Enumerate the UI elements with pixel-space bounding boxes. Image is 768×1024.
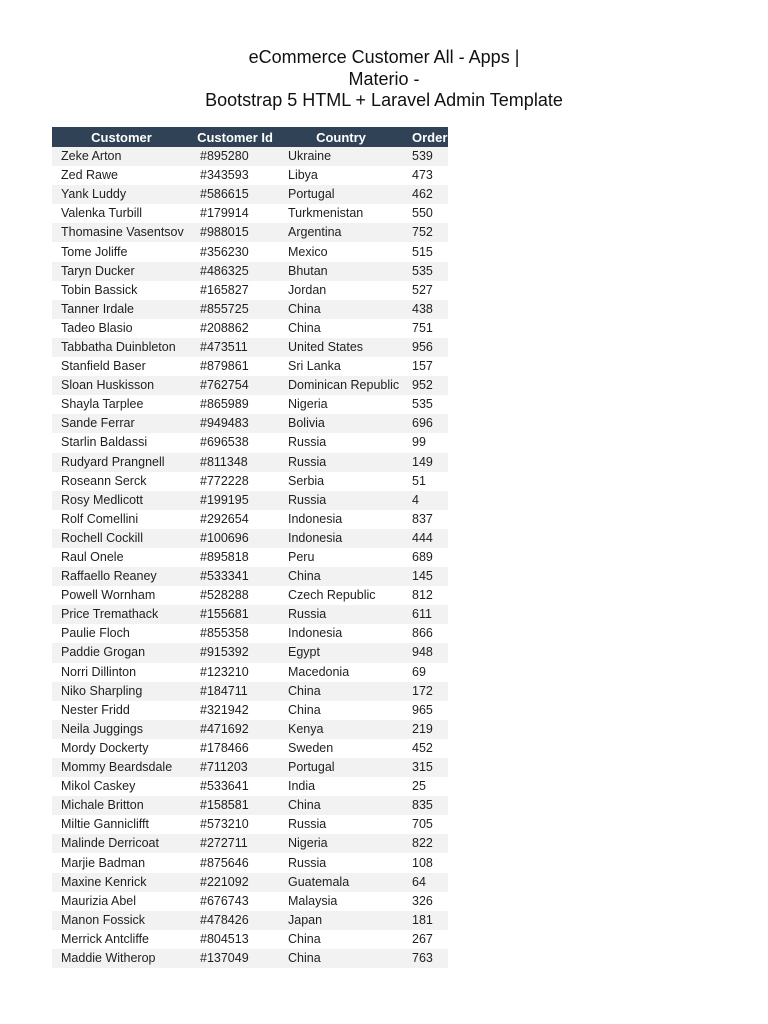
cell-order: 172 [403, 682, 448, 701]
customer-table-container [52, 127, 448, 968]
title-line-2: Materio - [348, 68, 420, 89]
cell-order: 473 [403, 166, 448, 185]
cell-customer-id: #165827 [191, 281, 279, 300]
cell-order: 611 [403, 605, 448, 624]
table-row [52, 548, 448, 567]
table-row [52, 815, 448, 834]
cell-customer-id: #471692 [191, 720, 279, 739]
cell-customer: Mommy Beardsdale [52, 758, 191, 777]
cell-customer-id: #292654 [191, 510, 279, 529]
cell-country: Malaysia [279, 892, 403, 911]
cell-customer-id: #473511 [191, 338, 279, 357]
cell-customer-id: #711203 [191, 758, 279, 777]
table-row [52, 873, 448, 892]
cell-customer-id: #478426 [191, 911, 279, 930]
cell-customer-id: #221092 [191, 873, 279, 892]
cell-customer-id: #155681 [191, 605, 279, 624]
cell-order: 535 [403, 395, 448, 414]
header-customer-id: Customer Id [191, 127, 279, 147]
cell-customer-id: #343593 [191, 166, 279, 185]
cell-country: United States [279, 338, 403, 357]
table-row [52, 376, 448, 395]
cell-order: 25 [403, 777, 448, 796]
cell-order: 315 [403, 758, 448, 777]
cell-customer: Niko Sharpling [52, 682, 191, 701]
cell-country: Indonesia [279, 529, 403, 548]
cell-customer: Sande Ferrar [52, 414, 191, 433]
cell-country: Mexico [279, 242, 403, 261]
table-row [52, 453, 448, 472]
cell-country: Japan [279, 911, 403, 930]
cell-order: 69 [403, 663, 448, 682]
cell-customer-id: #949483 [191, 414, 279, 433]
cell-customer: Thomasine Vasentsov [52, 223, 191, 242]
cell-order: 705 [403, 815, 448, 834]
table-row [52, 472, 448, 491]
cell-customer: Starlin Baldassi [52, 433, 191, 452]
cell-country: Russia [279, 815, 403, 834]
cell-customer: Mordy Dockerty [52, 739, 191, 758]
cell-customer-id: #356230 [191, 242, 279, 261]
cell-customer-id: #208862 [191, 319, 279, 338]
cell-order: 145 [403, 567, 448, 586]
cell-country: Russia [279, 433, 403, 452]
cell-customer-id: #486325 [191, 262, 279, 281]
cell-country: Portugal [279, 758, 403, 777]
cell-country: Jordan [279, 281, 403, 300]
table-row [52, 529, 448, 548]
cell-customer-id: #272711 [191, 834, 279, 853]
cell-customer: Michale Britton [52, 796, 191, 815]
cell-customer-id: #158581 [191, 796, 279, 815]
cell-country: Egypt [279, 643, 403, 662]
cell-customer: Paulie Floch [52, 624, 191, 643]
table-row [52, 319, 448, 338]
cell-country: China [279, 930, 403, 949]
cell-order: 219 [403, 720, 448, 739]
cell-country: Turkmenistan [279, 204, 403, 223]
cell-customer: Paddie Grogan [52, 643, 191, 662]
cell-customer-id: #573210 [191, 815, 279, 834]
cell-customer-id: #804513 [191, 930, 279, 949]
cell-order: 99 [403, 433, 448, 452]
cell-country: China [279, 949, 403, 968]
header-row [52, 127, 448, 147]
cell-order: 438 [403, 300, 448, 319]
table-row [52, 739, 448, 758]
cell-country: China [279, 319, 403, 338]
cell-order: 837 [403, 510, 448, 529]
cell-customer: Manon Fossick [52, 911, 191, 930]
table-row [52, 720, 448, 739]
cell-customer: Tanner Irdale [52, 300, 191, 319]
cell-country: Libya [279, 166, 403, 185]
cell-order: 539 [403, 147, 448, 166]
cell-customer-id: #772228 [191, 472, 279, 491]
table-row [52, 281, 448, 300]
cell-customer-id: #533641 [191, 777, 279, 796]
cell-order: 267 [403, 930, 448, 949]
cell-customer-id: #762754 [191, 376, 279, 395]
cell-customer: Taryn Ducker [52, 262, 191, 281]
cell-customer: Miltie Ganniclifft [52, 815, 191, 834]
cell-order: 149 [403, 453, 448, 472]
cell-country: China [279, 682, 403, 701]
cell-customer: Raffaello Reaney [52, 567, 191, 586]
cell-order: 822 [403, 834, 448, 853]
cell-order: 181 [403, 911, 448, 930]
cell-customer: Stanfield Baser [52, 357, 191, 376]
cell-customer: Marjie Badman [52, 853, 191, 872]
title-line-1: eCommerce Customer All - Apps | [248, 47, 520, 67]
cell-customer: Tome Joliffe [52, 242, 191, 261]
cell-customer-id: #915392 [191, 643, 279, 662]
table-row [52, 682, 448, 701]
cell-country: Portugal [279, 185, 403, 204]
cell-country: Indonesia [279, 510, 403, 529]
table-row [52, 300, 448, 319]
cell-order: 550 [403, 204, 448, 223]
cell-customer: Tabbatha Duinbleton [52, 338, 191, 357]
cell-customer: Maddie Witherop [52, 949, 191, 968]
cell-country: Russia [279, 453, 403, 472]
cell-order: 108 [403, 853, 448, 872]
cell-country: Russia [279, 605, 403, 624]
table-row [52, 414, 448, 433]
cell-order: 812 [403, 586, 448, 605]
cell-customer-id: #865989 [191, 395, 279, 414]
cell-country: Dominican Republic [279, 376, 403, 395]
cell-country: China [279, 796, 403, 815]
cell-order: 157 [403, 357, 448, 376]
cell-customer: Merrick Antcliffe [52, 930, 191, 949]
table-row [52, 433, 448, 452]
table-body [52, 147, 448, 968]
cell-customer-id: #879861 [191, 357, 279, 376]
cell-customer: Roseann Serck [52, 472, 191, 491]
table-row [52, 586, 448, 605]
table-row [52, 185, 448, 204]
cell-country: Sweden [279, 739, 403, 758]
cell-country: Nigeria [279, 395, 403, 414]
cell-customer: Nester Fridd [52, 701, 191, 720]
cell-customer: Maxine Kenrick [52, 873, 191, 892]
cell-customer-id: #533341 [191, 567, 279, 586]
table-header [52, 127, 448, 147]
cell-country: Bhutan [279, 262, 403, 281]
cell-customer: Malinde Derricoat [52, 834, 191, 853]
table-row [52, 242, 448, 261]
cell-order: 527 [403, 281, 448, 300]
title-line-3: Bootstrap 5 HTML + Laravel Admin Template [205, 90, 563, 110]
table-row [52, 834, 448, 853]
cell-customer-id: #199195 [191, 491, 279, 510]
cell-order: 452 [403, 739, 448, 758]
cell-order: 689 [403, 548, 448, 567]
cell-order: 948 [403, 643, 448, 662]
document-title [0, 47, 768, 112]
cell-customer: Raul Onele [52, 548, 191, 567]
cell-customer: Zed Rawe [52, 166, 191, 185]
cell-country: China [279, 300, 403, 319]
table-row [52, 147, 448, 166]
cell-country: Serbia [279, 472, 403, 491]
cell-customer: Zeke Arton [52, 147, 191, 166]
cell-country: China [279, 567, 403, 586]
cell-customer-id: #179914 [191, 204, 279, 223]
cell-customer-id: #100696 [191, 529, 279, 548]
cell-order: 444 [403, 529, 448, 548]
cell-customer-id: #178466 [191, 739, 279, 758]
table-row [52, 166, 448, 185]
table-row [52, 758, 448, 777]
cell-country: Nigeria [279, 834, 403, 853]
cell-order: 752 [403, 223, 448, 242]
table-row [52, 510, 448, 529]
cell-country: Ukraine [279, 147, 403, 166]
cell-order: 462 [403, 185, 448, 204]
cell-country: Macedonia [279, 663, 403, 682]
cell-customer: Neila Juggings [52, 720, 191, 739]
cell-customer: Norri Dillinton [52, 663, 191, 682]
header-country: Country [279, 127, 403, 147]
table-row [52, 663, 448, 682]
customer-table [52, 127, 448, 968]
cell-customer: Rosy Medlicott [52, 491, 191, 510]
cell-customer: Valenka Turbill [52, 204, 191, 223]
cell-customer-id: #855358 [191, 624, 279, 643]
cell-customer-id: #123210 [191, 663, 279, 682]
table-row [52, 643, 448, 662]
cell-customer: Powell Wornham [52, 586, 191, 605]
table-row [52, 892, 448, 911]
table-row [52, 796, 448, 815]
table-row [52, 853, 448, 872]
cell-customer: Mikol Caskey [52, 777, 191, 796]
cell-customer-id: #184711 [191, 682, 279, 701]
cell-country: India [279, 777, 403, 796]
cell-customer-id: #676743 [191, 892, 279, 911]
cell-customer-id: #988015 [191, 223, 279, 242]
cell-country: Kenya [279, 720, 403, 739]
cell-country: Russia [279, 853, 403, 872]
cell-country: Argentina [279, 223, 403, 242]
cell-country: Sri Lanka [279, 357, 403, 376]
cell-order: 866 [403, 624, 448, 643]
cell-customer: Sloan Huskisson [52, 376, 191, 395]
cell-customer-id: #895280 [191, 147, 279, 166]
cell-country: China [279, 701, 403, 720]
cell-order: 51 [403, 472, 448, 491]
cell-order: 64 [403, 873, 448, 892]
cell-customer: Shayla Tarplee [52, 395, 191, 414]
cell-order: 751 [403, 319, 448, 338]
table-row [52, 262, 448, 281]
cell-customer-id: #811348 [191, 453, 279, 472]
cell-order: 515 [403, 242, 448, 261]
cell-customer-id: #875646 [191, 853, 279, 872]
table-row [52, 223, 448, 242]
table-row [52, 338, 448, 357]
header-customer: Customer [52, 127, 191, 147]
cell-customer: Yank Luddy [52, 185, 191, 204]
cell-customer-id: #321942 [191, 701, 279, 720]
table-row [52, 949, 448, 968]
table-row [52, 624, 448, 643]
table-row [52, 395, 448, 414]
cell-country: Bolivia [279, 414, 403, 433]
table-row [52, 777, 448, 796]
cell-customer: Maurizia Abel [52, 892, 191, 911]
cell-customer-id: #528288 [191, 586, 279, 605]
cell-order: 835 [403, 796, 448, 815]
cell-order: 763 [403, 949, 448, 968]
table-row [52, 930, 448, 949]
cell-order: 965 [403, 701, 448, 720]
cell-order: 326 [403, 892, 448, 911]
cell-customer-id: #137049 [191, 949, 279, 968]
cell-order: 952 [403, 376, 448, 395]
cell-customer-id: #895818 [191, 548, 279, 567]
cell-order: 696 [403, 414, 448, 433]
cell-country: Russia [279, 491, 403, 510]
table-row [52, 491, 448, 510]
cell-customer: Tadeo Blasio [52, 319, 191, 338]
table-row [52, 911, 448, 930]
cell-order: 535 [403, 262, 448, 281]
cell-customer-id: #586615 [191, 185, 279, 204]
cell-customer: Rochell Cockill [52, 529, 191, 548]
cell-country: Peru [279, 548, 403, 567]
cell-customer-id: #855725 [191, 300, 279, 319]
cell-country: Czech Republic [279, 586, 403, 605]
cell-customer: Price Tremathack [52, 605, 191, 624]
table-row [52, 605, 448, 624]
table-row [52, 701, 448, 720]
cell-country: Guatemala [279, 873, 403, 892]
cell-customer: Tobin Bassick [52, 281, 191, 300]
cell-country: Indonesia [279, 624, 403, 643]
cell-order: 956 [403, 338, 448, 357]
table-row [52, 567, 448, 586]
cell-customer: Rudyard Prangnell [52, 453, 191, 472]
table-row [52, 357, 448, 376]
table-row [52, 204, 448, 223]
cell-customer-id: #696538 [191, 433, 279, 452]
cell-order: 4 [403, 491, 448, 510]
header-order: Order [403, 127, 448, 147]
cell-customer: Rolf Comellini [52, 510, 191, 529]
